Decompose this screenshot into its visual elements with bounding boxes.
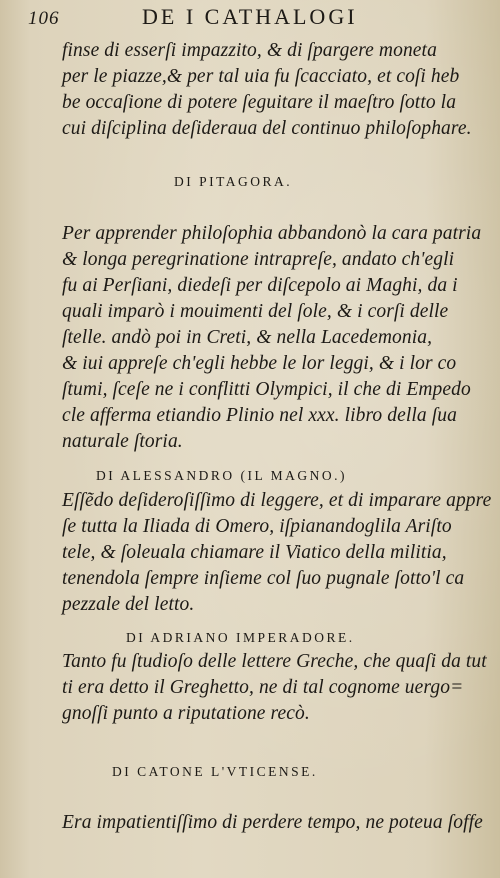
text-line: ſe tutta la Iliada di Omero, iſpianandoglila Ariſto xyxy=(62,516,452,537)
text-line: gnoſſi punto a riputatione recò. xyxy=(62,703,310,724)
section-heading: DI ALESSANDRO (IL MAGNO.) xyxy=(96,468,347,483)
text-line: tele, & ſoleuala chiamare il Viatico della militia, xyxy=(62,542,447,563)
text-line: cui diſciplina deſideraua del continuo philoſophare. xyxy=(62,118,472,139)
text-line: Tanto fu ſtudioſo delle lettere Greche, che quaſi da tut xyxy=(62,651,487,672)
section-heading: DI CATONE L'VTICENSE. xyxy=(112,764,318,779)
text-line: per le piazze,& per tal uia fu ſcacciato, et coſi heb xyxy=(62,66,460,87)
text-line: finse di esserſi impazzito, & di ſpargere moneta xyxy=(62,40,437,61)
text-line: ſtelle. andò poi in Creti, & nella Lacedemonia, xyxy=(62,327,433,348)
text-line: ſtumi, ſceſe ne i conflitti Olympici, il che di Empedo xyxy=(62,379,471,400)
text-line: tenendola ſempre inſieme col ſuo pugnale ſotto'l ca xyxy=(62,568,465,589)
text-line: cle afferma etiandio Plinio nel xxx. libro della ſua xyxy=(62,405,457,426)
text-line: & iui appreſe ch'egli hebbe le lor leggi, & i lor co xyxy=(62,353,457,374)
running-head: DE I CATHALOGI xyxy=(142,4,358,29)
text-line: be occaſione di potere ſeguitare il maeſtro ſotto la xyxy=(62,92,457,113)
text-line: quali imparò i mouimenti del ſole, & i corſi delle xyxy=(62,301,449,322)
text-line: Era impatientiſſimo di perdere tempo, ne poteua ſoffe xyxy=(62,812,483,833)
section-heading: DI ADRIANO IMPERADORE. xyxy=(126,630,355,645)
text-line: ti era detto il Greghetto, ne di tal cognome uergo= xyxy=(62,677,464,698)
page-header xyxy=(28,4,478,34)
section-heading: DI PITAGORA. xyxy=(174,174,293,189)
text-line: & longa peregrinatione intrapreſe, andato ch'egli xyxy=(62,249,455,270)
text-line: Eſſẽdo deſideroſiſſimo di leggere, et di imparare appre xyxy=(62,490,492,511)
text-line: fu ai Perſiani, diedeſi per diſcepolo ai Maghi, da i xyxy=(62,275,458,296)
text-line: pezzale del letto. xyxy=(62,594,195,615)
text-line: naturale ſtoria. xyxy=(62,431,183,452)
page-number: 106 xyxy=(28,8,60,29)
text-line: Per apprender philoſophia abbandonò la cara patria xyxy=(62,223,482,244)
